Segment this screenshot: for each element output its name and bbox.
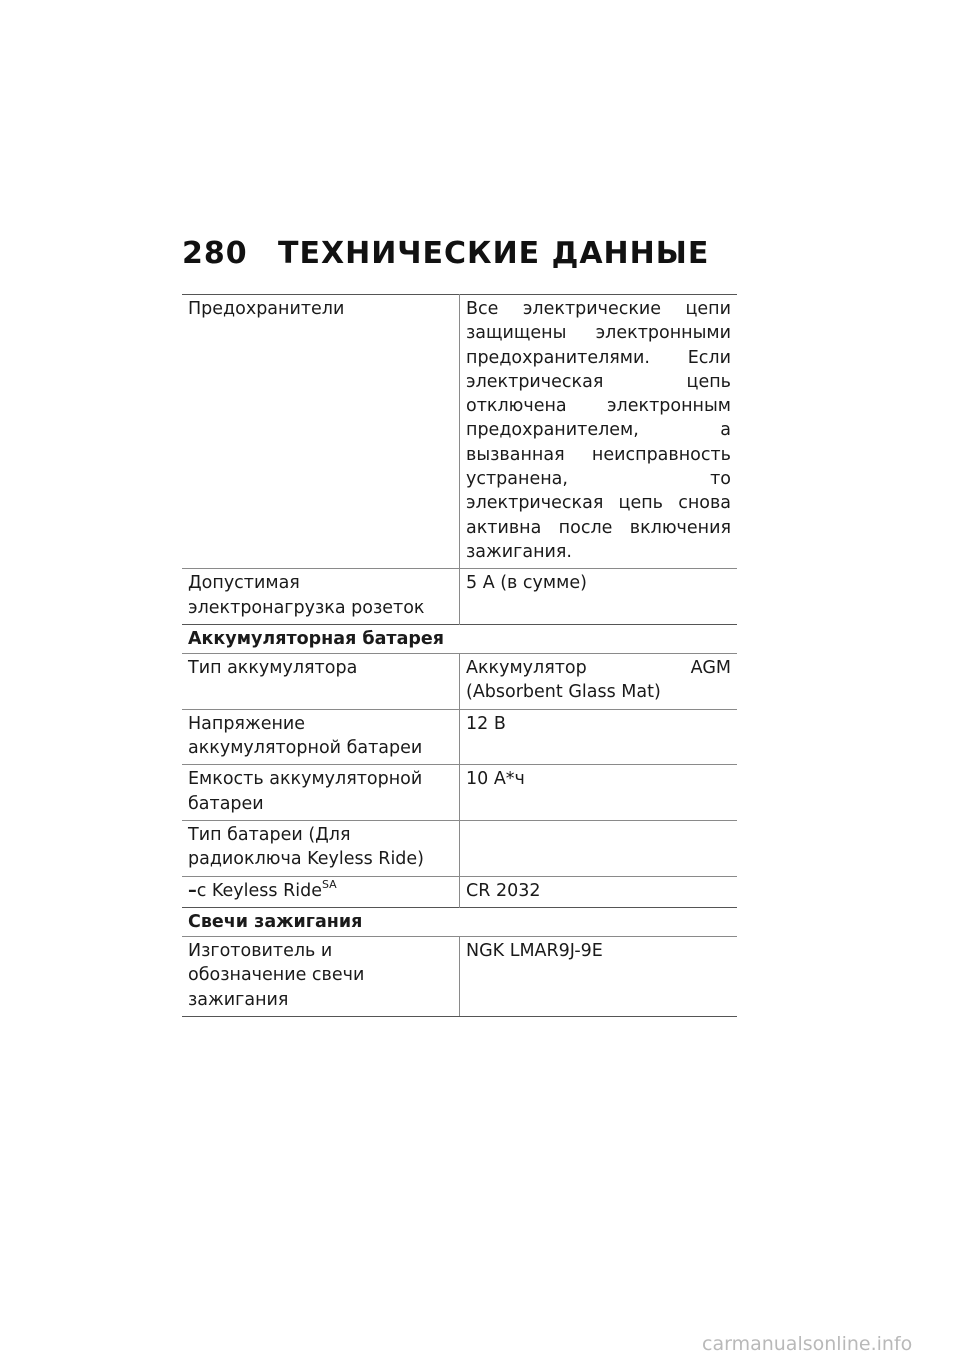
row-key: Емкость аккумуляторной батареи [182, 765, 460, 821]
option-label: с Keyless Ride [196, 880, 322, 901]
row-key [182, 876, 460, 907]
watermark: carmanualsonline.info [702, 1333, 913, 1355]
row-value: 12 В [460, 709, 738, 765]
option-sa-marker: SA [321, 877, 337, 891]
table-row [182, 295, 737, 569]
page-title: ТЕХНИЧЕСКИЕ ДАННЫЕ [278, 236, 710, 271]
row-key: Тип батареи (Для радиоключа Keyless Ride) [182, 820, 460, 876]
row-value: CR 2032 [460, 876, 738, 907]
row-value [460, 820, 738, 876]
row-value: Все электрические цепи защищены электронными предохранителями. Если электрическая цепь отключена электронным предохранителем, а вызванная неисправность устранена, то электрическая цепь снова активна после включения зажигания. [460, 295, 738, 569]
row-key: Напряжение аккумуляторной батареи [182, 709, 460, 765]
row-value: 5 A (в сумме) [460, 569, 738, 625]
table-row [182, 709, 737, 765]
row-value: Аккумулятор AGM (Absorbent Glass Mat) [460, 654, 738, 710]
row-key: Допустимая электронагрузка розеток [182, 569, 460, 625]
row-key: Предохранители [182, 295, 460, 569]
table-row [182, 569, 737, 625]
section-title: Аккумуляторная батарея [182, 624, 737, 653]
section-title: Свечи зажигания [182, 907, 737, 936]
table-row [182, 937, 737, 1017]
row-value: NGK LMAR9J-9E [460, 937, 738, 1017]
table-row [182, 654, 737, 710]
row-key: Изготовитель и обозначение свечи зажигания [182, 937, 460, 1017]
section-heading-battery [182, 624, 737, 653]
page-header [182, 236, 742, 276]
table-row [182, 820, 737, 876]
section-heading-plugs [182, 907, 737, 936]
option-dash: – [188, 880, 197, 901]
page-number: 280 [182, 236, 248, 271]
spec-table [182, 294, 737, 1017]
row-key: Тип аккумулятора [182, 654, 460, 710]
row-value: 10 А*ч [460, 765, 738, 821]
table-row [182, 765, 737, 821]
table-row-keyless [182, 876, 737, 907]
